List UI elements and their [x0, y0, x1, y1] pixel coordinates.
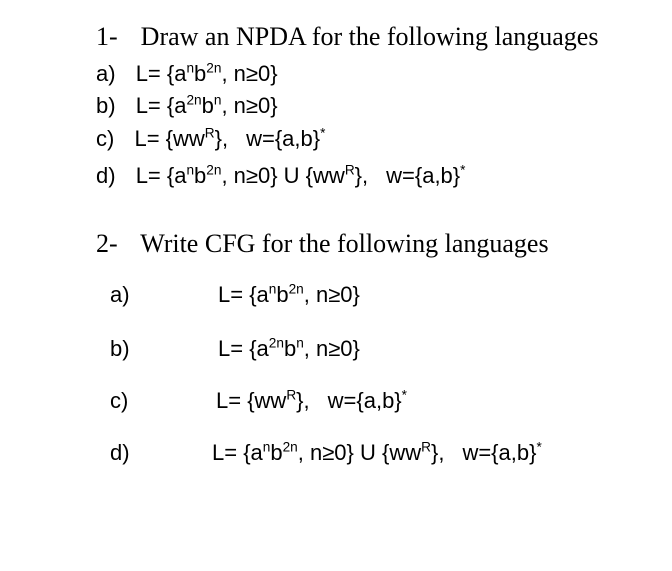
expr-text: w={a,b}	[327, 388, 402, 413]
question-1-item-d	[96, 163, 465, 189]
question-2-item-b-label: b)	[110, 336, 130, 361]
question-1-item-b	[96, 93, 278, 119]
expr-superscript: n	[213, 92, 222, 108]
language-expression	[136, 163, 466, 188]
item-label: b)	[96, 93, 116, 118]
item-label: d)	[96, 163, 116, 188]
expr-superscript: R	[286, 387, 297, 403]
expr-superscript: R	[421, 439, 431, 455]
expr-superscript: R	[204, 125, 215, 141]
expr-text: },	[296, 388, 310, 413]
expr-text: L= {a	[212, 440, 263, 465]
expr-text: b	[283, 336, 297, 361]
expr-superscript: n	[268, 281, 277, 297]
expr-text: , n≥0}	[303, 336, 360, 361]
expr-superscript: R	[344, 162, 355, 178]
question-2-item-d-label: d)	[110, 440, 130, 465]
expr-text: , n≥0}	[221, 93, 278, 118]
expr-superscript: *	[536, 439, 542, 455]
expr-superscript: 2n	[268, 335, 284, 351]
expr-text: },	[354, 163, 369, 188]
question-2-item-a-expression	[218, 282, 360, 308]
expr-text: w={a,b}	[386, 163, 461, 188]
question-1-item-a	[96, 61, 278, 87]
expr-text: w={a,b}	[462, 440, 537, 465]
question-2-item-c-label: c)	[110, 388, 129, 413]
expr-text: , n≥0}	[303, 282, 360, 307]
question-2-title: Write CFG for the following languages	[140, 229, 549, 258]
question-2-number: 2-	[96, 229, 118, 258]
question-1-item-c	[96, 126, 325, 152]
question-2-item-c-expression	[216, 388, 407, 414]
expr-text: L= {a	[135, 61, 187, 86]
expr-text: w={a,b}	[246, 126, 321, 151]
expr-text: b	[201, 93, 214, 118]
expr-superscript: 2n	[206, 60, 222, 76]
expr-text: L= {a	[218, 336, 269, 361]
expr-superscript: 2n	[206, 162, 222, 178]
expr-text: b	[270, 440, 283, 465]
expr-text: b	[194, 61, 207, 86]
expr-superscript: 2n	[282, 439, 298, 455]
expr-text: },	[430, 440, 445, 465]
expr-superscript: *	[320, 125, 326, 141]
expr-text: L= {ww	[134, 126, 205, 151]
expr-superscript: *	[460, 162, 466, 178]
item-label: a)	[96, 61, 116, 86]
expr-text: },	[214, 126, 229, 151]
language-expression	[136, 61, 278, 86]
expr-text: L= {ww	[216, 388, 287, 413]
question-2-heading	[96, 229, 549, 259]
expr-superscript: n	[186, 60, 195, 76]
question-1-number: 1-	[96, 22, 118, 51]
item-label: c)	[96, 126, 115, 151]
language-expression	[134, 126, 325, 151]
expr-superscript: n	[186, 162, 195, 178]
question-2-item-d-expression	[212, 440, 542, 466]
expr-text: , n≥0} U {ww	[221, 163, 345, 188]
language-expression	[136, 93, 278, 118]
expr-superscript: n	[296, 335, 304, 351]
expr-superscript: *	[401, 387, 407, 403]
expr-superscript: n	[262, 439, 271, 455]
question-2-item-a-label: a)	[110, 282, 130, 307]
expr-text: L= {a	[135, 163, 187, 188]
question-1-title: Draw an NPDA for the following languages	[140, 22, 599, 51]
expr-text: , n≥0}	[221, 61, 278, 86]
expr-text: , n≥0} U {ww	[297, 440, 422, 465]
question-2-item-b-expression	[218, 336, 360, 362]
question-1-heading	[96, 22, 598, 52]
expr-text: L= {a	[135, 93, 187, 118]
expr-text: b	[194, 163, 207, 188]
expr-superscript: 2n	[186, 92, 202, 108]
expr-text: b	[276, 282, 289, 307]
expr-text: L= {a	[218, 282, 269, 307]
expr-superscript: 2n	[288, 281, 304, 297]
